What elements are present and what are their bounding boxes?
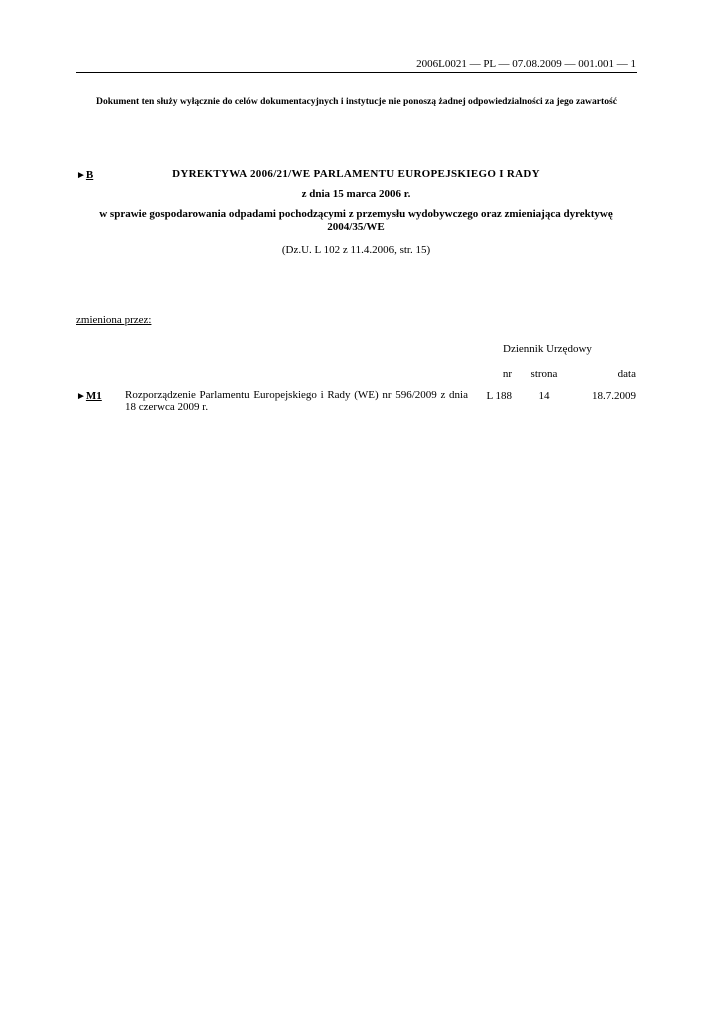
column-header-date: data — [617, 368, 636, 380]
act-date: z dnia 15 marca 2006 r. — [301, 188, 411, 200]
official-journal-reference: (Dz.U. L 102 z 11.4.2006, str. 15) — [281, 244, 431, 256]
amendment-oj-date: 18.7.2009 — [592, 390, 636, 402]
column-header-page: strona — [530, 368, 558, 380]
base-act-block — [96, 168, 616, 257]
base-act-marker-code: B — [85, 169, 94, 181]
amendment-title: Rozporządzenie Parlamentu Europejskiego i Rady (WE) nr 596/2009 z dnia 18 czerwca 2009 r. — [125, 389, 468, 413]
act-subject: w sprawie gospodarowania odpadami pochodzącymi z przemysłu wydobywczego oraz zmieniająca dyrektywę 2004/35/WE — [99, 208, 613, 233]
amendment-marker-code: M1 — [85, 390, 102, 402]
base-act-marker[interactable] — [76, 168, 93, 183]
arrow-right-icon: ► — [76, 391, 86, 402]
column-header-nr: nr — [502, 368, 512, 380]
disclaimer-text: Dokument ten służy wyłącznie do celów dokumentacyjnych i instytucje nie ponoszą żadnej odpowiedzialności za jego zawartość — [96, 96, 617, 107]
amendment-oj-page: 14 — [538, 390, 550, 402]
act-title: DYREKTYWA 2006/21/WE PARLAMENTU EUROPEJSKIEGO I RADY — [172, 168, 540, 180]
amendment-oj-number: L 188 — [486, 390, 512, 402]
arrow-right-icon: ► — [76, 170, 86, 181]
amended-by-label: zmieniona przez: — [76, 314, 152, 326]
document-reference: 2006L0021 — PL — 07.08.2009 — 001.001 — 1 — [416, 58, 636, 70]
amendment-marker-m1[interactable] — [76, 389, 102, 404]
header-divider — [76, 72, 637, 73]
official-journal-heading: Dziennik Urzędowy — [503, 343, 592, 355]
